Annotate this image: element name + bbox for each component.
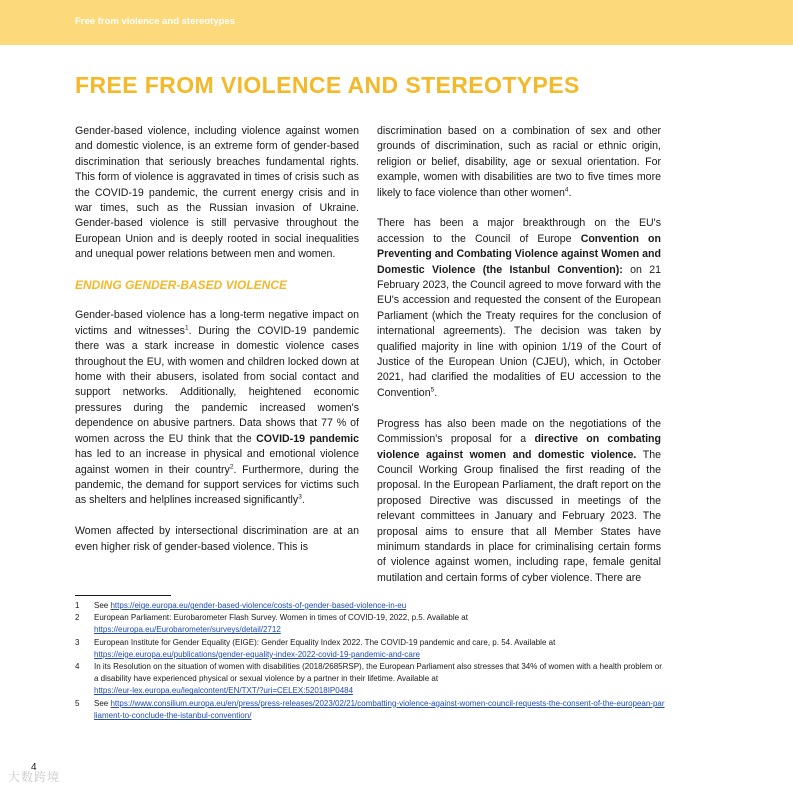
intersectional-paragraph: Women affected by intersectional discrimination are at an even higher risk of gender-based violence. This is: [75, 525, 359, 553]
footnote-2: 2 European Parliament: Eurobarometer Flash Survey. Women in times of COVID-19, 2022, p.5. Available at https://europa.eu/Eurobarometer/surveys/detail/2712: [75, 613, 468, 635]
footnote-5: 5 See https://www.consilium.europa.eu/en/press/press-releases/2023/02/21/combatting-violence-against-women-council-requests-the-consent-of-the-european-parliament-to-conclude-the-istanbul-convention/: [75, 698, 665, 720]
page-title: FREE FROM VIOLENCE AND STEREOTYPES: [75, 72, 580, 98]
running-title: Free from violence and stereotypes: [75, 16, 235, 27]
footnote-link[interactable]: https://europa.eu/Eurobarometer/surveys/detail/2712: [94, 625, 281, 635]
footnote-ref-1[interactable]: 1: [184, 324, 189, 332]
footnote-3: 3 European Institute for Gender Equality (EIGE): Gender Equality Index 2022. The COVID-19 pandemic and care, p. 54. Available at https://eige.europa.eu/publications/gender-equality-index-2022-covid-19-pandemic-and-care: [75, 637, 556, 659]
directive-paragraph: Progress has also been made on the negotiations of the Commission's proposal for a directive on combating violence against women and domestic violence. The Council Working Group finalised the first reading of the proposal. In the European Parliament, the draft report on the proposed Directive was discussed in meetings of the relevant committees in January and February 2023. The proposal aims to ensure that all Member States have minimum standards in place for criminalising certain forms of violence against women, including rape, female genital mutilation and certain forms of cyber violence. There are: [377, 417, 661, 584]
page-number: 4: [31, 762, 37, 773]
right-column: [377, 124, 661, 602]
watermark: 大数跨境: [8, 770, 61, 784]
footnote-divider: [75, 595, 171, 596]
header-bar: [0, 0, 793, 45]
footnote-ref-5[interactable]: 5: [430, 386, 435, 394]
footnote-link[interactable]: https://eige.europa.eu/gender-based-violence/costs-of-gender-based-violence-in-eu: [110, 601, 407, 610]
footnote-4: 4 In its Resolution on the situation of women with disabilities (2018/2685RSP), the European Parliament also stresses that 34% of women with a health problem or a disability have experienced physical or sexual violence by a partner in their lifetime. Available at https://eur-lex.europa.eu/legalcontent/EN/TXT/?uri=CELEX:52018IP0484: [75, 662, 662, 696]
istanbul-paragraph: There has been a major breakthrough on the EU's accession to the Council of Europe Convention on Preventing and Combating Violence against Women and Domestic Violence (the Istanbul Convention): on 21 February 2023, the Council agreed to move forward with the EU's accession and requested the consent of the European Parliament (which the Treaty requires for the conclusion of international agreements). The decision was taken by qualified majority in line with opinion 1/19 of the Court of Justice of the European Union (CJEU), which, in October 2021, had clarified the modalities of EU accession to the Convention$^5$.: [377, 217, 662, 399]
footnote-ref-4[interactable]: 4: [564, 186, 569, 194]
impact-paragraph: Gender-based violence has a long-term negative impact on victims and witnesses$^1$. During the COVID-19 pandemic there was a stark increase in domestic violence cases throughout the EU, with women and children locked down at home with their abusers, isolated from social contact and support networks. Additionally, heightened economic pressures during the pandemic increased women's dependence on abusive partners. Data shows that 77 % of women across the EU think that the COVID-19 pandemic has led to an increase in physical and emotional violence against women in their country$^2$. Furthermore, during the pandemic, the demand for support services for victims such as shelters and helplines increased significantly$^3$.: [75, 309, 359, 507]
footnote-link[interactable]: https://www.consilium.europa.eu/en/press/press-releases/2023/02/21/combatting-violence-against-women-council-requests-the-consent-of-the-european-parliament-to-conclude-the-istanbul-convention/: [94, 698, 665, 720]
left-column: [75, 124, 359, 570]
section-heading: ENDING GENDER-BASED VIOLENCE: [75, 278, 288, 293]
intro-paragraph: Gender-based violence, including violence against women and domestic violence, is an extreme form of gender-based discrimination that seriously breaches fundamental rights. This form of violence is aggravated in times of crisis such as the COVID-19 pandemic, the current energy crisis and in war times, such as the Russian invasion of Ukraine. Gender-based violence is still pervasive throughout the European Union and is deeply rooted in social inequalities and unequal power relations between men and women.: [75, 125, 359, 261]
footnote-ref-2[interactable]: 2: [229, 462, 234, 470]
footnote-link[interactable]: https://eur-lex.europa.eu/legalcontent/EN/TXT/?uri=CELEX:52018IP0484: [94, 686, 354, 696]
footnote-1: 1 See https://eige.europa.eu/gender-based-violence/costs-of-gender-based-violence-in-eu: [75, 601, 407, 610]
discrimination-paragraph: discrimination based on a combination of sex and other grounds of discrimination, such as racial or ethnic origin, religion or belief, disability, age or sexual orientation. For example, women with disabilities are two to five times more likely to face violence than other women$^4$.: [377, 125, 661, 199]
footnote-ref-3[interactable]: 3: [298, 493, 302, 501]
footnotes: [75, 600, 665, 722]
footnote-link[interactable]: https://eige.europa.eu/publications/gender-equality-index-2022-covid-19-pandemic-and-care: [94, 649, 420, 659]
